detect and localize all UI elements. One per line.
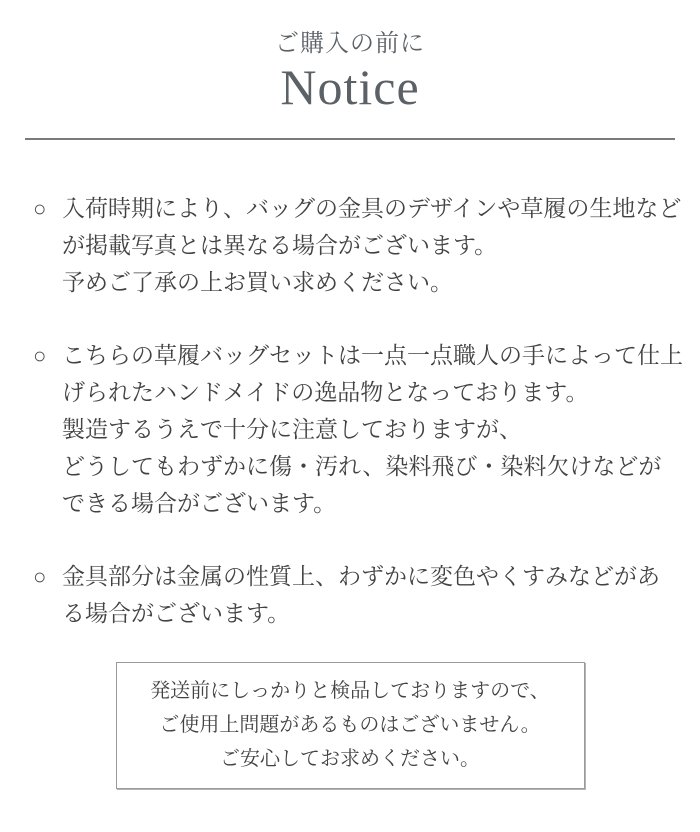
notice-line: る場合がございます。 [62,600,291,626]
notice-item-stock-variation [33,190,680,301]
notice-line: 製造するうえで十分に注意しておりますが、 [62,416,522,442]
circle-bullet-icon: ○ [33,564,47,589]
notice-text [62,337,683,522]
notice-list [33,190,683,632]
notice-text [62,558,680,632]
notice-line: 予めご了承の上お買い求めください。 [62,269,453,295]
notice-line: 入荷時期により、バッグの金具のデザインや草履の生地など [62,195,682,221]
notice-line: こちらの草履バッグセットは一点一点職人の手によって仕上 [62,342,683,368]
circle-bullet-icon: ○ [33,196,47,221]
assurance-line: ご使用上問題があるものはございません。 [159,714,541,736]
notice-item-handmade [33,337,683,522]
header-subtitle: ご購入の前に [275,31,425,57]
notice-item-metal-parts [33,558,680,632]
assurance-box [116,662,585,789]
assurance-line: ご安心してお求めください。 [220,748,480,770]
notice-line: 金具部分は金属の性質上、わずかに変色やくすみなどがあ [62,563,660,589]
header-divider [25,138,675,140]
notice-line: げられたハンドメイドの逸品物となっております。 [62,379,589,405]
header [0,0,700,114]
notice-line: できる場合がございます。 [62,490,337,516]
assurance-line: 発送前にしっかりと検品しておりますので、 [150,680,550,702]
notice-line: どうしてもわずかに傷・汚れ、染料飛び・染料欠けなどが [62,453,662,479]
page-title: Notice [280,59,420,115]
notice-line: が掲載写真とは異なる場合がございます。 [62,232,498,258]
notice-text [62,190,681,301]
circle-bullet-icon: ○ [33,343,47,368]
